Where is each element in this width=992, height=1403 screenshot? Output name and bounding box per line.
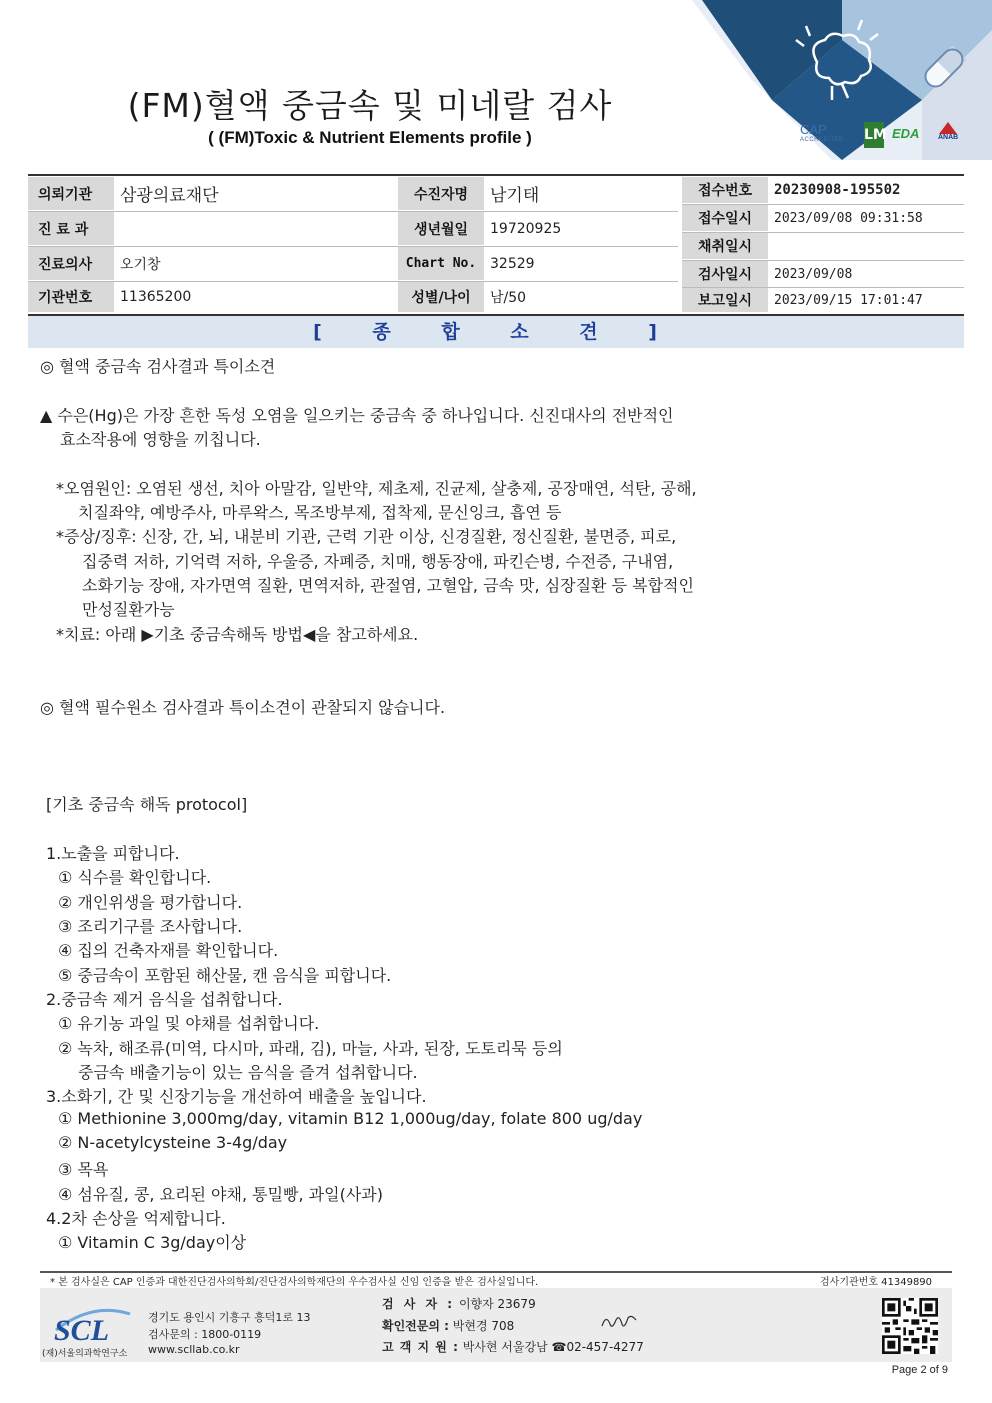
orgno-value: 11365200 <box>120 289 192 305</box>
symptom-line: 소화기능 장애, 자가면역 질환, 면역저하, 관절염, 고혈압, 금속 맛, 심장질환 등 복합적인 <box>82 576 694 595</box>
birth-label: 생년월일 <box>398 212 484 245</box>
recdate-value: 2023/09/08 09:31:58 <box>774 210 923 226</box>
info-table-top-rule <box>28 174 964 176</box>
testdate-value: 2023/09/08 <box>774 266 853 282</box>
collect-label: 채취일시 <box>682 233 768 259</box>
sexage-value: 남/50 <box>490 290 527 306</box>
eda-logo: EDA <box>892 126 920 141</box>
institute-name: (재)서울의과학연구소 <box>42 1349 128 1359</box>
protocol-heading: [기초 중금속 해독 protocol] <box>46 795 248 814</box>
treatment-line: *치료: 아래 ▶기초 중금속해독 방법◀을 참고하세요. <box>56 625 419 644</box>
report-title: (FM)혈액 중금속 및 미네랄 검사 <box>127 86 613 125</box>
protocol-substep: ② N-acetylcysteine 3-4g/day <box>58 1133 288 1152</box>
summary-heading: [ 종 합 소 견 ] <box>28 314 964 348</box>
chart-label: Chart No. <box>398 247 484 280</box>
report-subtitle: ( (FM)Toxic & Nutrient Elements profile ) <box>208 128 532 147</box>
protocol-step: 3.소화기, 간 및 신장기능을 개선하여 배출을 높입니다. <box>46 1087 427 1106</box>
recno-value: 20230908-195502 <box>774 182 901 198</box>
lm-logo: LM <box>864 122 884 148</box>
qr-code[interactable] <box>882 1298 938 1354</box>
row-divider <box>682 287 964 288</box>
protocol-substep: ② 녹차, 해조류(미역, 다시마, 파래, 김), 마늘, 사과, 된장, 도토리묵 등의 <box>58 1039 563 1058</box>
row-divider <box>682 204 964 205</box>
examiner: 검 사 자 : 이향자 23679 <box>382 1297 536 1311</box>
orgno-label: 기관번호 <box>28 282 114 312</box>
cap-logo: CAP ACCREDITED <box>800 122 845 143</box>
report-label: 보고일시 <box>682 288 768 312</box>
protocol-step: 4.2차 손상을 억제합니다. <box>46 1209 226 1228</box>
certification-note: * 본 검사실은 CAP 인증과 대한진단검사의학회/진단검사의학재단의 우수검사실 신임 인증을 받은 검사실입니다. <box>50 1277 539 1288</box>
protocol-substep: 중금속 배출기능이 있는 음식을 즐겨 섭취합니다. <box>78 1063 418 1082</box>
nutrient-findings-line: ◎ 혈액 필수원소 검사결과 특이소견이 관찰되지 않습니다. <box>40 698 446 717</box>
doctor-value: 오기창 <box>120 256 161 273</box>
certification-logos <box>800 118 970 154</box>
row-divider <box>28 211 678 212</box>
chart-value: 32529 <box>490 255 535 272</box>
protocol-step: 1.노출을 피합니다. <box>46 844 180 863</box>
symptom-line: 만성질환가능 <box>82 600 175 619</box>
protocol-step: 2.중금속 제거 음식을 섭취합니다. <box>46 990 283 1009</box>
testdate-label: 검사일시 <box>682 261 768 287</box>
protocol-substep: ③ 목욕 <box>58 1160 109 1179</box>
row-divider <box>28 281 678 282</box>
mercury-finding-line: 효소작용에 영향을 끼칩니다. <box>60 430 261 449</box>
lab-number: 검사기관번호 41349890 <box>820 1277 933 1288</box>
dept-label: 진 료 과 <box>28 212 114 245</box>
protocol-substep: ⑤ 중금속이 포함된 해산물, 캔 음식을 피합니다. <box>58 966 392 985</box>
patient-label: 수진자명 <box>398 177 484 210</box>
protocol-substep: ③ 조리기구를 조사합니다. <box>58 917 243 936</box>
row-divider <box>682 232 964 233</box>
address: 경기도 용인시 기흥구 흥덕1로 13 <box>148 1311 311 1324</box>
specialist: 확인전문의 : 박현경 708 <box>382 1319 515 1333</box>
symptom-line: *증상/징후: 신장, 간, 뇌, 내분비 기관, 근력 기관 이상, 신경질환, 정신질환, 불면증, 피로, <box>56 527 677 546</box>
org-label: 의뢰기관 <box>28 177 114 210</box>
report-value: 2023/09/15 17:01:47 <box>774 292 923 308</box>
heavy-metal-findings-heading: ◎ 혈액 중금속 검사결과 특이소견 <box>40 357 276 376</box>
anab-logo: ANAB <box>938 122 958 141</box>
row-divider <box>28 246 678 247</box>
doctor-label: 진료의사 <box>28 247 114 280</box>
symptom-line: 집중력 저하, 기억력 저하, 우울증, 자폐증, 치매, 행동장애, 파킨슨병, 수전증, 구내염, <box>82 552 674 571</box>
page-number: Page 2 of 9 <box>891 1364 948 1376</box>
specialist-signature <box>600 1312 640 1332</box>
protocol-substep: ① Methionine 3,000mg/day, vitamin B12 1,000ug/day, folate 800 ug/day <box>58 1109 643 1128</box>
recno-label: 접수번호 <box>682 177 768 203</box>
website[interactable]: www.scllab.co.kr <box>148 1343 240 1356</box>
recdate-label: 접수일시 <box>682 205 768 231</box>
row-divider <box>682 260 964 261</box>
protocol-substep: ① 식수를 확인합니다. <box>58 868 212 887</box>
contamination-source-line: 치질좌약, 예방주사, 마루왁스, 목조방부제, 접착제, 문신잉크, 흡연 등 <box>78 503 562 522</box>
contamination-source-line: *오염원인: 오염된 생선, 치아 아말감, 일반약, 제초제, 진균제, 살충제, 공장매연, 석탄, 공해, <box>56 479 697 498</box>
mercury-finding-line: ▲ 수은(Hg)은 가장 흔한 독성 오염을 일으키는 중금속 중 하나입니다. 신진대사의 전반적인 <box>40 406 674 425</box>
svg-text:SCL: SCL <box>54 1314 110 1344</box>
customer-support: 고 객 지 원 : 박사현 서울강남 ☎02-457-4277 <box>382 1340 644 1354</box>
dept-value <box>114 212 394 245</box>
sexage-label: 성별/나이 <box>398 282 484 312</box>
collect-value <box>768 233 964 259</box>
protocol-substep: ② 개인위생을 평가합니다. <box>58 893 243 912</box>
protocol-substep: ① Vitamin C 3g/day이상 <box>58 1233 247 1252</box>
org-value: 삼광의료재단 <box>120 186 219 206</box>
protocol-substep: ④ 섬유질, 콩, 요리된 야채, 통밀빵, 과일(사과) <box>58 1185 383 1204</box>
patient-value: 남기태 <box>490 186 540 206</box>
phone: 검사문의 : 1800-0119 <box>148 1328 262 1341</box>
protocol-substep: ④ 집의 건축자재를 확인합니다. <box>58 941 279 960</box>
scl-logo <box>52 1300 132 1344</box>
protocol-substep: ① 유기농 과일 및 야채를 섭취합니다. <box>58 1014 320 1033</box>
birth-value: 19720925 <box>490 220 562 237</box>
